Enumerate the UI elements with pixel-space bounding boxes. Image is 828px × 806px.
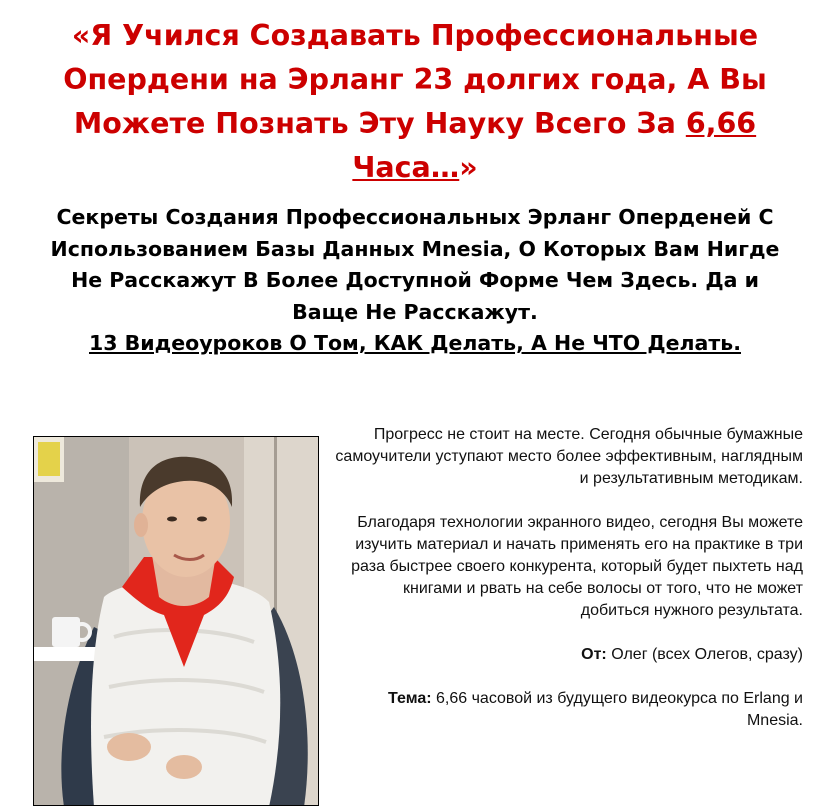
author-photo-illustration xyxy=(34,437,319,806)
intro-paragraph-2: Благодаря технологии экранного видео, сегодня Вы можете изучить материал и начать применять его на практике в три раза быстрее своего конкурента, который будет пыхтеть над книгами и рвать на себе волосы от того, что не может добиться нужного результата. xyxy=(351,514,803,619)
sub-headline xyxy=(40,202,790,360)
topic-value: 6,66 часовой из будущего видеокурса по Erlang и Mnesia. xyxy=(431,690,803,729)
intro-paragraph-1: Прогресс не стоит на месте. Сегодня обычные бумажные самоучители уступают место более эффективным, наглядным и результативным методикам. xyxy=(335,426,803,487)
intro-text-column xyxy=(330,424,803,754)
topic-label: Тема: xyxy=(388,690,432,707)
subheadline-text: Секреты Создания Профессиональных Эрланг Оперденей С Использованием Базы Данных Mnesia, О Которых Вам Нигде Не Расскажут В Более Доступной Форме Чем Здесь. Да и Ваще Не Расскажут. xyxy=(50,205,780,324)
subheadline-link[interactable]: 13 Видеоуроков О Том, КАК Делать, А Не ЧТО Делать. xyxy=(89,331,741,355)
from-value: Олег (всех Олегов, сразу) xyxy=(606,646,803,663)
topic-line xyxy=(330,688,803,732)
headline-suffix: » xyxy=(459,151,478,184)
from-line xyxy=(330,644,803,666)
author-photo xyxy=(33,436,319,806)
main-headline xyxy=(30,14,800,190)
headline-link[interactable]: 6,66 Часа… xyxy=(352,107,757,184)
from-label: От: xyxy=(581,646,607,663)
headline-text: «Я Учился Создавать Профессиональные Оперден​и на Эрланг 23 долгих года, А Вы Можете Познать Эту Науку Всего За xyxy=(63,19,767,140)
